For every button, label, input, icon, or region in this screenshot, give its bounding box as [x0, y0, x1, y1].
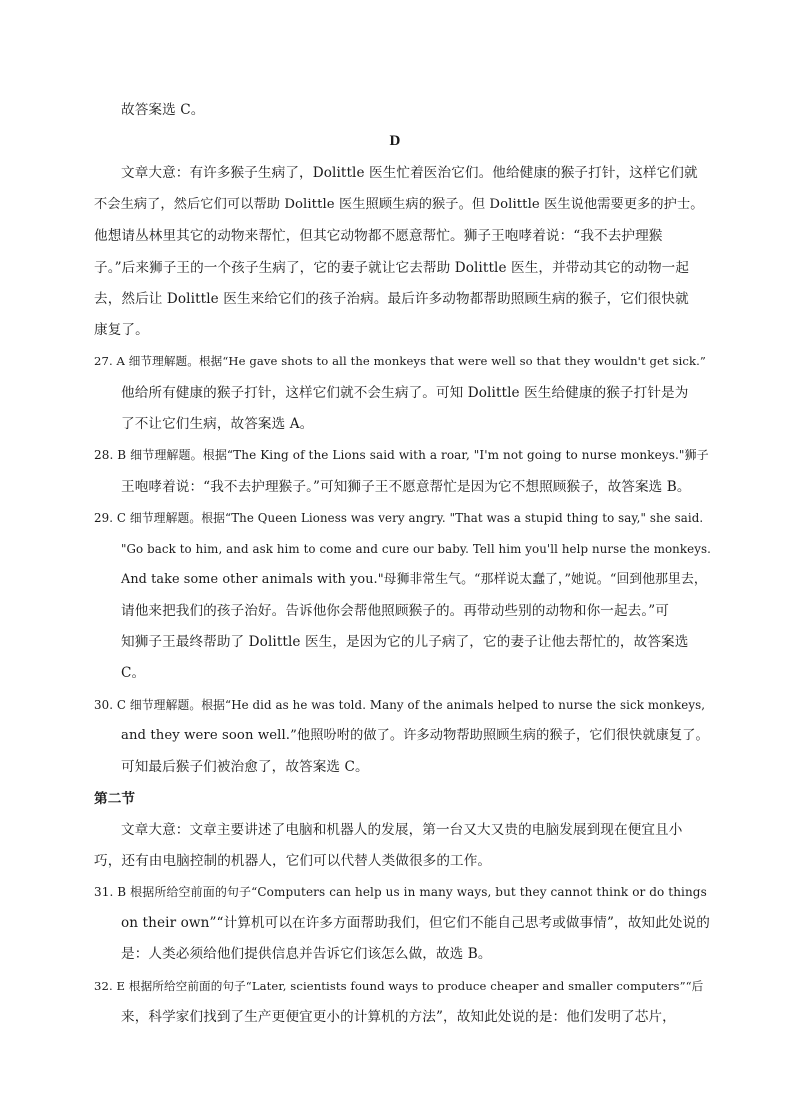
summary-part-two-line-1: 文章大意：文章主要讲述了电脑和机器人的发展，第一台又大又贵的电脑发展到现在便宜且小 — [121, 822, 683, 838]
answer-28-line-2: 王咆哮着说：“我不去护理猴子。”可知狮子王不愿意帮忙是因为它不想照顾猴子，故答案选 B。 — [121, 479, 691, 495]
summary-line-2: 不会生病了，然后它们可以帮助 Dolittle 医生照顾生病的猴子。但 Dolittle 医生说他需要更多的护士。 — [94, 197, 704, 212]
answer-28-line-1: 28. B 细节理解题。根据“The King of the Lions said with a roar, "I'm not going to nurse monkeys."狮子 — [94, 448, 709, 462]
summary-part-two-line-2: 巧，还有由电脑控制的机器人，它们可以代替人类做很多的工作。 — [94, 853, 492, 869]
answer-29-line-6: C。 — [121, 665, 146, 681]
answer-32-line-1: 32. E 根据所给空前面的句子“Later, scientists found ways to produce cheaper and smaller computers”“后 — [94, 979, 704, 993]
summary-line-6: 康复了。 — [94, 322, 149, 338]
answer-31-line-1: 31. B 根据所给空前面的句子“Computers can help us in many ways, but they cannot think or do things — [94, 885, 707, 899]
answer-27-line-3: 了不让它们生病，故答案选 A。 — [121, 416, 314, 432]
answer-line-26: 故答案选 C。 — [121, 102, 205, 118]
section-heading-part-two: 第二节 — [94, 791, 136, 807]
answer-29-line-2: "Go back to him, and ask him to come and cure our baby. Tell him you'll help nurse the monkeys. — [121, 542, 711, 556]
answer-30-line-1: 30. C 细节理解题。根据“He did as he was told. Many of the animals helped to nurse the sick monkeys, — [94, 698, 706, 712]
summary-line-4: 子。”后来狮子王的一个孩子生病了，它的妻子就让它去帮助 Dolittle 医生，并带动其它的动物一起 — [94, 260, 690, 276]
summary-line-5: 去，然后让 Dolittle 医生来给它们的孩子治病。最后许多动物都帮助照顾生病的猴子，它们很快就 — [94, 291, 689, 307]
answer-29-line-3: And take some other animals with you."母狮非常生气。“那样说太蠢了，”她说。“回到他那里去， — [121, 572, 707, 587]
answer-30-line-2: and they were soon well.”他照吩咐的做了。许多动物帮助照顾生病的猴子，它们很快就康复了。 — [121, 728, 709, 743]
answer-29-line-5: 知狮子王最终帮助了 Dolittle 医生，是因为它的儿子病了，它的妻子让他去帮忙的，故答案选 — [121, 634, 689, 650]
answer-31-line-2: on their own”“计算机可以在许多方面帮助我们，但它们不能自己思考或做事情”，故知此处说的 — [121, 915, 710, 931]
answer-27-line-1: 27. A 细节理解题。根据“He gave shots to all the monkeys that were well so that they wouldn't get sick.” — [94, 354, 706, 368]
answer-32-line-2: 来，科学家们找到了生产更便宜更小的计算机的方法”，故知此处说的是：他们发明了芯片， — [121, 1009, 676, 1025]
answer-30-line-3: 可知最后猴子们被治愈了，故答案选 C。 — [121, 759, 369, 775]
answer-29-line-1: 29. C 细节理解题。根据“The Queen Lioness was very angry. "That was a stupid thing to say," she said. — [94, 511, 704, 525]
answer-27-line-2: 他给所有健康的猴子打针，这样它们就不会生病了。可知 Dolittle 医生给健康的猴子打针是为 — [121, 385, 689, 401]
answer-31-line-3: 是：人类必须给他们提供信息并告诉它们该怎么做，故选 B。 — [121, 946, 492, 962]
summary-line-3: 他想请丛林里其它的动物来帮忙，但其它动物都不愿意帮忙。狮子王咆哮着说：“我不去护理猴 — [94, 228, 663, 244]
section-heading-d: D — [389, 133, 401, 149]
answer-29-line-4: 请他来把我们的孩子治好。告诉他你会帮他照顾猴子的。再带动些别的动物和你一起去。”可 — [121, 603, 669, 619]
summary-line-1: 文章大意：有许多猴子生病了，Dolittle 医生忙着医治它们。他给健康的猴子打针，这样它们就 — [121, 165, 698, 181]
